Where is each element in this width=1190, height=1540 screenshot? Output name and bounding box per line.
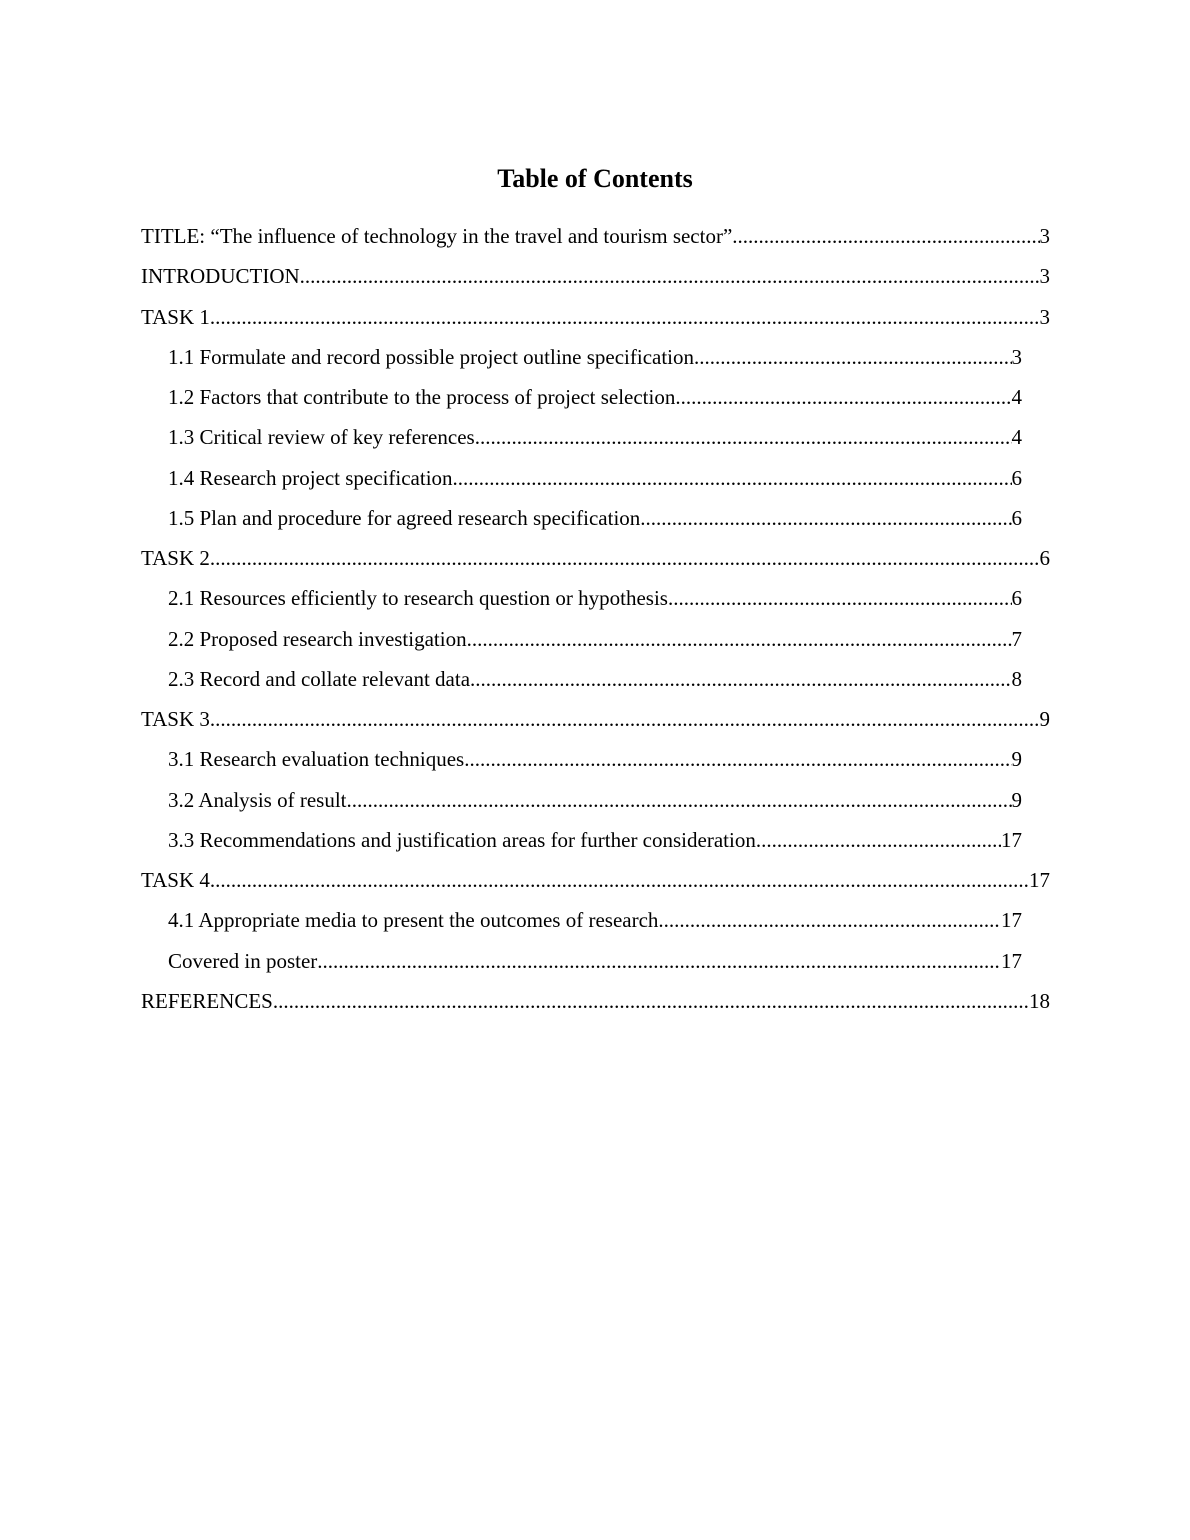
toc-entry-3-3[interactable] xyxy=(168,824,1022,864)
toc-dot-leader xyxy=(273,985,1029,1017)
toc-entry-text: 4.1 Appropriate media to present the outcomes of research xyxy=(168,908,659,933)
toc-entry-task-3[interactable] xyxy=(141,703,1050,743)
toc-entry-text: 3.1 Research evaluation techniques xyxy=(168,747,465,772)
toc-entry-text: 3.2 Analysis of result xyxy=(168,787,347,812)
toc-entry-text: 1.4 Research project specification xyxy=(168,465,453,490)
toc-dot-leader xyxy=(640,502,1011,534)
toc-page-number: 3 xyxy=(1039,304,1050,329)
toc-page-number: 3 xyxy=(1039,264,1050,289)
toc-entry-text: 3.3 Recommendations and justification areas for further consideration xyxy=(168,827,756,852)
toc-entry-references[interactable] xyxy=(141,985,1050,1025)
toc-page-number: 4 xyxy=(1011,425,1022,450)
toc-entry-text: TASK 3 xyxy=(141,707,210,731)
toc-dot-leader xyxy=(464,743,1011,775)
toc-entry-3-2[interactable] xyxy=(168,784,1022,824)
toc-page-number: 17 xyxy=(1001,908,1022,933)
toc-entry-text: 2.1 Resources efficiently to research question or hypothesis xyxy=(168,586,668,611)
toc-entry-1-2[interactable] xyxy=(168,381,1022,421)
toc-entry-text: 2.2 Proposed research investigation xyxy=(168,626,467,651)
toc-page-number: 17 xyxy=(1001,827,1022,852)
toc-page-number: 17 xyxy=(1029,868,1050,892)
toc-page-number: 6 xyxy=(1011,586,1022,611)
toc-dot-leader xyxy=(317,945,1001,977)
toc-page-number: 7 xyxy=(1011,626,1022,651)
toc-dot-leader xyxy=(347,784,1012,816)
toc-dot-leader xyxy=(210,864,1029,896)
toc-entry-2-2[interactable] xyxy=(168,623,1022,663)
toc-dot-leader xyxy=(738,220,1040,252)
toc-page-number: 6 xyxy=(1011,505,1022,530)
toc-entry-1-5[interactable] xyxy=(168,502,1022,542)
toc-entry-2-3[interactable] xyxy=(168,663,1022,703)
toc-page-number: 3 xyxy=(1039,224,1050,248)
toc-entry-text: TASK 4 xyxy=(141,868,210,892)
toc-page-number: 4 xyxy=(1011,385,1022,409)
toc-dot-leader xyxy=(756,824,1001,856)
toc-entry-text: REFERENCES xyxy=(141,988,273,1013)
toc-page-number: 9 xyxy=(1011,787,1022,812)
toc-dot-leader xyxy=(210,542,1040,574)
toc-dot-leader xyxy=(475,421,1012,453)
toc-entry-1-3[interactable] xyxy=(168,421,1022,461)
toc-dot-leader xyxy=(668,582,1012,614)
toc-page-number: 17 xyxy=(1001,948,1022,973)
toc-entry-text: 2.3 Record and collate relevant data xyxy=(168,666,471,691)
toc-entry-text: TASK 1 xyxy=(141,304,210,329)
toc-entry-text: 1.3 Critical review of key references xyxy=(168,425,475,450)
toc-entry-text: 1.2 Factors that contribute to the process of project selection xyxy=(168,385,676,409)
toc-dot-leader xyxy=(453,462,1012,494)
toc-entry-introduction[interactable] xyxy=(141,260,1050,300)
toc-dot-leader xyxy=(470,663,1011,695)
toc-dot-leader xyxy=(658,904,1001,936)
toc-dot-leader xyxy=(694,341,1011,373)
toc-entry-text: TITLE: “The influence of technology in the travel and tourism sector”. xyxy=(141,224,738,248)
toc-entry-3-1[interactable] xyxy=(168,743,1022,783)
toc-page-number: 18 xyxy=(1029,988,1050,1013)
toc-entry-task-2[interactable] xyxy=(141,542,1050,582)
toc-entry-text: 1.1 Formulate and record possible project outline specification xyxy=(168,344,695,369)
toc-entry-task-4[interactable] xyxy=(141,864,1050,904)
toc-page-number: 6 xyxy=(1039,546,1050,570)
toc-entry-task-1[interactable] xyxy=(141,301,1050,341)
toc-page-number: 8 xyxy=(1011,666,1022,691)
toc-entry-text: 1.5 Plan and procedure for agreed research specification xyxy=(168,505,641,530)
toc-entry-1-4[interactable] xyxy=(168,462,1022,502)
toc-dot-leader xyxy=(467,623,1012,655)
toc-list xyxy=(141,220,1050,1025)
toc-entry-covered-in-poster[interactable] xyxy=(168,945,1022,985)
toc-page-number: 9 xyxy=(1039,707,1050,731)
toc-entry-2-1[interactable] xyxy=(168,582,1022,622)
toc-entry-title[interactable] xyxy=(141,220,1050,260)
toc-entry-text: Covered in poster xyxy=(168,948,318,973)
toc-entry-text: TASK 2 xyxy=(141,546,210,570)
toc-dot-leader xyxy=(300,260,1040,292)
toc-heading: Table of Contents xyxy=(497,164,693,193)
toc-page-number: 6 xyxy=(1011,465,1022,490)
toc-entry-1-1[interactable] xyxy=(168,341,1022,381)
toc-page-number: 3 xyxy=(1011,344,1022,369)
toc-dot-leader xyxy=(210,703,1040,735)
toc-dot-leader xyxy=(675,381,1011,413)
toc-page-number: 9 xyxy=(1011,747,1022,772)
toc-dot-leader xyxy=(210,301,1040,333)
toc-entry-4-1[interactable] xyxy=(168,904,1022,944)
toc-entry-text: INTRODUCTION xyxy=(141,264,300,289)
